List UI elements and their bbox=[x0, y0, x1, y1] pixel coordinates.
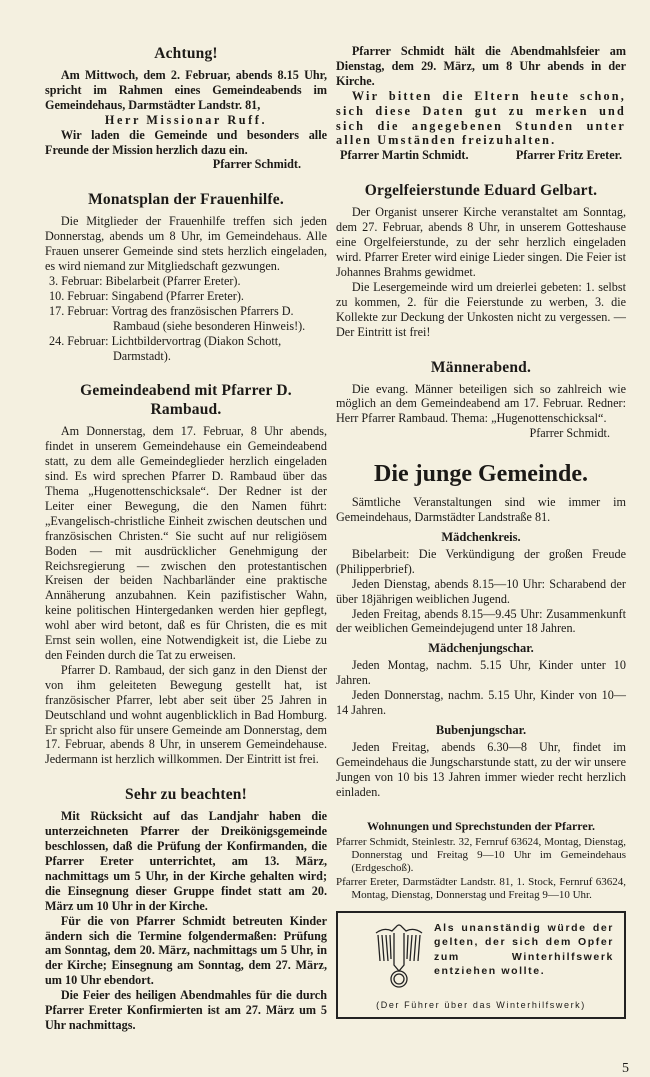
beachten-text-1: Mit Rücksicht auf das Landjahr haben die unterzeichneten Pfarrer der Dreikönigsgemeinde beschlossen, daß die Prüfung der Konfirmanden, die Pfarrer Ereter unterrichtet, am 13. März, nachmittags um 5 Uhr, in der Kirche gehalten wird; die Einsegnung dieser Gruppe findet statt am 20. März um 10 Uhr in der Kirche. bbox=[45, 809, 327, 913]
maedchenkreis-text-2: Jeden Dienstag, abends 8.15—10 Uhr: Scharabend der über 18jährigen weiblichen Jugend. bbox=[336, 576, 626, 606]
maedchenkreis-text-1: Bibelarbeit: Die Verkündigung der großen Freude (Philipperbrief). bbox=[336, 546, 626, 576]
address-item: Pfarrer Ereter, Darmstädter Landstr. 81, 1. Stock, Fernruf 63624, Montag, Dienstag, Donnerstag und Freitag 9—10 Uhr. bbox=[336, 875, 626, 902]
bubenjungschar-text: Jeden Freitag, abends 6.30—8 Uhr, findet im Gemeindehaus die Jungscharstunde statt, zu der wir unsere Jungen von 10 bis 13 Jahren immer wieder recht herzlich einladen. bbox=[336, 740, 626, 799]
address-item: Pfarrer Schmidt, Steinlestr. 32, Fernruf 63624, Montag, Dienstag, Donnerstag und Freitag 9—10 Uhr im Gemeindehaus (Erdgeschoß). bbox=[336, 835, 626, 875]
gemeindeabend-text-1: Am Donnerstag, dem 17. Februar, 8 Uhr abends, findet in unserem Gemeindehause ein Gemeindeabend statt, zu dem alle Gemeindeglieder herzlich eingeladen sind. Es wird sprechen Pfarrer D. Rambaud über das Thema „Hugenottenschicksale“. Der Redner ist der Leiter einer Bewegung, die den Namen führt: „Evangelisch-christliche Einheit zwischen deutschen und französischen Christen.“ Sie sucht auf nur religiösem Boden — mit ausdrücklicher Genehmigung der Reichsregierung — zwischen den protestantischen Kreisen der beiden Nachbarländer eine praktische Annäherung anzubahnen. Kein pazifistischer Wahn, keine politischen Hintergedanken werden hier gepflegt, wohl aber wird betont, daß es für Christen, die es mit Ernst sein wollen, eine Notwendigkeit ist, die Liebe zu den Feinden durch die Tat zu erweisen. bbox=[45, 424, 327, 662]
heading-wohnungen: Wohnungen und Sprechstunden der Pfarrer. bbox=[367, 818, 595, 833]
left-column bbox=[45, 44, 327, 1051]
maedchenkreis-text-3: Jeden Freitag, abends 8.15—9.45 Uhr: Zusammenkunft der weiblichen Gemeindejugend unter 18 Jahren. bbox=[336, 606, 626, 636]
section-maenner bbox=[336, 358, 626, 442]
section-achtung bbox=[45, 44, 327, 172]
page-number: 5 bbox=[622, 1061, 629, 1076]
achtung-speaker: Herr Missionar Ruff. bbox=[104, 112, 268, 127]
whw-attribution: (Der Führer über das Winterhilfswerk) bbox=[376, 999, 586, 1010]
section-gemeindeabend bbox=[45, 381, 327, 767]
heading-junge-gemeinde: Die junge Gemeinde. bbox=[374, 461, 588, 488]
signature-ereter: Pfarrer Fritz Ereter. bbox=[515, 148, 622, 163]
section-continuation bbox=[336, 44, 626, 163]
achtung-text: Am Mittwoch, dem 2. Februar, abends 8.15 Uhr, spricht im Rahmen eines Gemeindeabends im Gemeindehaus, Darmstädter Landstr. 81, bbox=[45, 68, 327, 112]
heading-gemeindeabend: Gemeindeabend mit Pfarrer D. Rambaud. bbox=[80, 382, 292, 419]
plan-item: 10. Februar: Singabend (Pfarrer Ereter). bbox=[49, 288, 244, 303]
maedchenjungschar-text-2: Jeden Donnerstag, nachm. 5.15 Uhr, Kinder von 10—14 Jahren. bbox=[336, 688, 626, 718]
signatures bbox=[336, 148, 626, 163]
beachten-text-2: Für die von Pfarrer Schmidt betreuten Kinder ändern sich die Termine folgendermaßen: Prüfung am Sonntag, dem 20. März, nachmittags um 5 Uhr, in der Kirche; Einsegnung am Sonntag, dem 27. März, um 10 Uhr ebendort. bbox=[45, 913, 327, 988]
plan-item: 17. Februar: Vortrag des französischen Pfarrers D. Rambaud (siehe besonderen Hinweis!). bbox=[49, 303, 306, 333]
monatsplan-list bbox=[45, 274, 327, 363]
beachten-text-3: Die Feier des heiligen Abendmahles für die durch Pfarrer Ereter Konfirmierten ist am 27. März um 5 Uhr nachmittags. bbox=[45, 988, 327, 1032]
section-wohnungen bbox=[336, 818, 626, 903]
orgel-text-2: Die Lesergemeinde wird um dreierlei gebeten: 1. selbst zu kommen, 2. für die Feierstunde zu werben, 3. die Kollekte zur Deckung der Unkosten nicht zu vergessen. — Der Eintritt ist frei! bbox=[336, 279, 626, 339]
maenner-text: Die evang. Männer beteiligen sich so zahlreich wie möglich an dem Gemeindeabend am 17. Februar. Redner: Herr Pfarrer Rambaud. Thema: „Hugenottenschicksal“. bbox=[336, 381, 626, 426]
section-beachten bbox=[45, 785, 327, 1033]
signature-schmidt: Pfarrer Martin Schmidt. bbox=[340, 148, 469, 163]
orgel-text-1: Der Organist unserer Kirche veranstaltet am Sonntag, dem 27. Februar, abends 8 Uhr, in unserem Gotteshause eine Orgelfeierstunde, zu der sehr herzlich eingeladen wird. Pfarrer Ereter wird einige Lieder singen. Die Feier ist Johannes Brahms gewidmet. bbox=[336, 205, 626, 279]
eagle-emblem-icon bbox=[374, 923, 424, 993]
monatsplan-text: Die Mitglieder der Frauenhilfe treffen sich jeden Donnerstag, abends um 8 Uhr, im Gemeindehaus. Alle Frauen unserer Gemeinde sind stets herzlich eingeladen, es wird niemand zur Mitgliedschaft gezwungen. bbox=[45, 214, 327, 274]
heading-achtung: Achtung! bbox=[154, 45, 218, 62]
heading-orgel: Orgelfeierstunde Eduard Gelbart. bbox=[364, 182, 598, 200]
heading-bubenjungschar: Bubenjungschar. bbox=[435, 723, 527, 737]
heading-maedchenjungschar: Mädchenjungschar. bbox=[428, 641, 534, 656]
heading-monatsplan: Monatsplan der Frauenhilfe. bbox=[88, 191, 284, 209]
plan-item: 3. Februar: Bibelarbeit (Pfarrer Ereter). bbox=[49, 273, 241, 288]
abendmahl-text: Pfarrer Schmidt hält die Abendmahlsfeier am Dienstag, dem 29. März, um 8 Uhr abends in der Kirche. bbox=[336, 44, 626, 88]
achtung-signature: Pfarrer Schmidt. bbox=[212, 157, 301, 172]
maenner-signature: Pfarrer Schmidt. bbox=[529, 426, 610, 441]
whw-quote: Als unanständig würde der gelten, der sich dem Opfer zum Winterhilfswerk entziehen wollte. bbox=[434, 921, 614, 978]
section-junge-gemeinde bbox=[336, 459, 626, 800]
maedchenjungschar-text-1: Jeden Montag, nachm. 5.15 Uhr, Kinder unter 10 Jahren. bbox=[336, 658, 626, 688]
junge-intro: Sämtliche Veranstaltungen sind wie immer im Gemeindehaus, Darmstädter Landstraße 81. bbox=[336, 495, 626, 525]
heading-maenner: Männerabend. bbox=[430, 358, 532, 376]
heading-beachten: Sehr zu beachten! bbox=[125, 786, 247, 804]
right-column bbox=[336, 44, 626, 1019]
plan-item: 24. Februar: Lichtbildervortrag (Diakon Schott, Darmstadt). bbox=[49, 333, 282, 363]
section-orgel bbox=[336, 181, 626, 339]
achtung-invitation: Wir laden die Gemeinde und besonders alle Freunde der Mission herzlich dazu ein. bbox=[45, 127, 327, 157]
gemeindeabend-text-2: Pfarrer D. Rambaud, der sich ganz in den Dienst der von ihm geleiteten Bewegung gestellt hat, ist französischer Pfarrer, lebt aber seit über 25 Jahren in Deutschland und wohnt augenblicklich in Bad Homburg. Er spricht also für unsere Gemeinde am Donnerstag, dem 17. Februar, abends 8 Uhr, in unserem Gemeindehause. Jedermann ist herzlich willkommen. Der Eintritt ist frei. bbox=[45, 662, 327, 767]
section-monatsplan bbox=[45, 190, 327, 363]
winterhilfswerk-box bbox=[336, 911, 626, 1019]
eltern-appeal: Wir bitten die Eltern heute schon, sich diese Daten gut zu merken und sich die angegebenen Stunden unter allen Umständen freizuhalten. bbox=[336, 88, 626, 148]
heading-maedchenkreis: Mädchenkreis. bbox=[441, 529, 521, 544]
